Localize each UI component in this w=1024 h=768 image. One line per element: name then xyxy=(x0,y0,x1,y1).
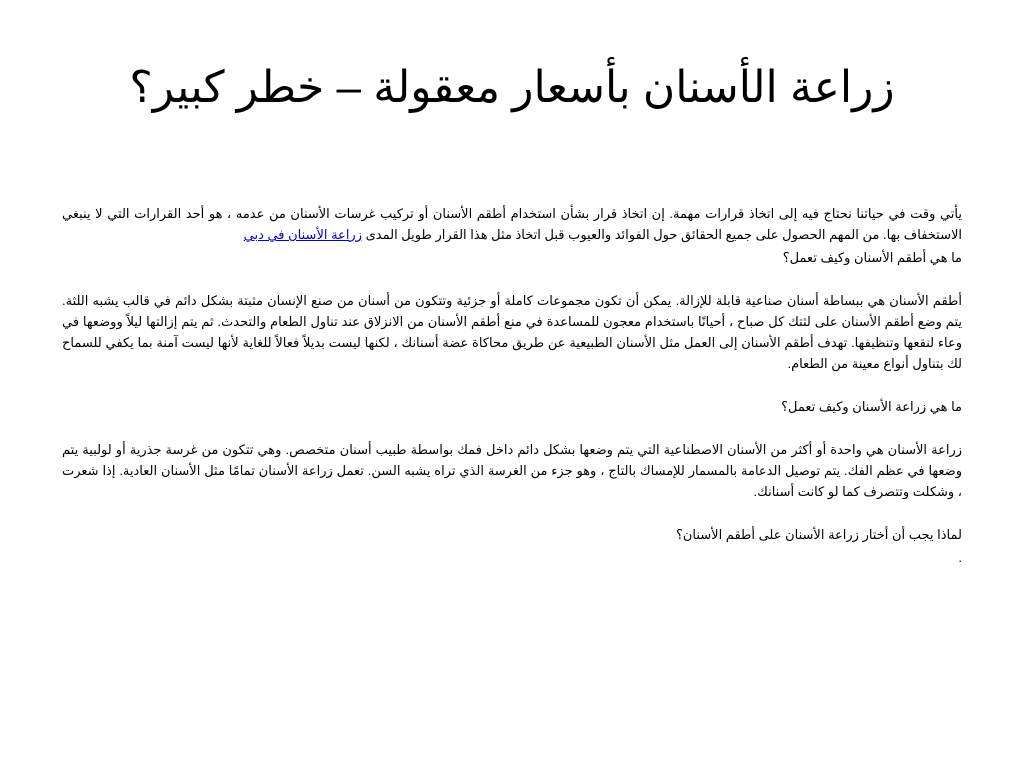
answer-dentures: أطقم الأسنان هي ببساطة أسنان صناعية قابلة للإزالة. يمكن أن تكون مجموعات كاملة أو جزئية وتتكون من أسنان من صنع الإنسان مثبتة بشكل دائم في قالب يشبه اللثة. يتم وضع أطقم الأسنان على لثتك كل صباح ، أحيانًا باستخدام معجون للمساعدة في منع أطقم الأسنان من الانزلاق عند تناول الطعام والتحدث. ثم يتم إزالتها ليلاً ووضعها في وعاء لنقعها وتنظيفها. تهدف أطقم الأسنان إلى العمل مثل الأسنان الطبيعية عن طريق محاكاة عضة أسنانك ، لكنها ليست بديلاً فعالاً للغاية لأنها ليست آمنة بما يكفي للسماح لك بتناول أنواع معينة من الطعام. xyxy=(62,293,962,371)
page-title: زراعة الأسنان بأسعار معقولة – خطر كبير؟ xyxy=(129,63,895,112)
answer-implants: زراعة الأسنان هي واحدة أو أكثر من الأسنان الاصطناعية التي يتم وضعها بشكل دائم داخل فمك بواسطة طبيب أسنان متخصص. وهي تتكون من غرسة جذرية أو لولبية يتم وضعها في عظم الفك. يتم توصيل الدعامة بالمسمار للإمساك بالتاج ، وهو جزء من الغرسة الذي تراه يشبه السن. تعمل زراعة الأسنان تمامًا مثل الأسنان العادية. إذا شعرت ، وشكلت وتتصرف كما لو كانت أسنانك. xyxy=(62,442,962,499)
question-dentures: ما هي أطقم الأسنان وكيف تعمل؟ xyxy=(782,250,962,265)
closing-dot: . xyxy=(958,550,962,565)
question-why-implants: لماذا يجب أن أختار زراعة الأسنان على أطقم الأسنان؟ xyxy=(675,527,962,542)
dubai-implants-link[interactable]: زراعة الأسنان في دبي xyxy=(243,227,362,242)
intro-paragraph xyxy=(62,203,962,245)
body-text xyxy=(62,203,962,568)
question-implants: ما هي زراعة الأسنان وكيف تعمل؟ xyxy=(781,399,962,414)
intro-text: يأتي وقت في حياتنا نحتاج فيه إلى اتخاذ قرارات مهمة. إن اتخاذ قرار بشأن استخدام أطقم الأسنان أو تركيب غرسات الأسنان من عدمه ، هو أحد القرارات التي لا ينبغي الاستخفاف بها. من المهم الحصول على جميع الحقائق حول الفوائد والعيوب قبل اتخاذ مثل هذا القرار طويل المدى xyxy=(62,206,962,242)
